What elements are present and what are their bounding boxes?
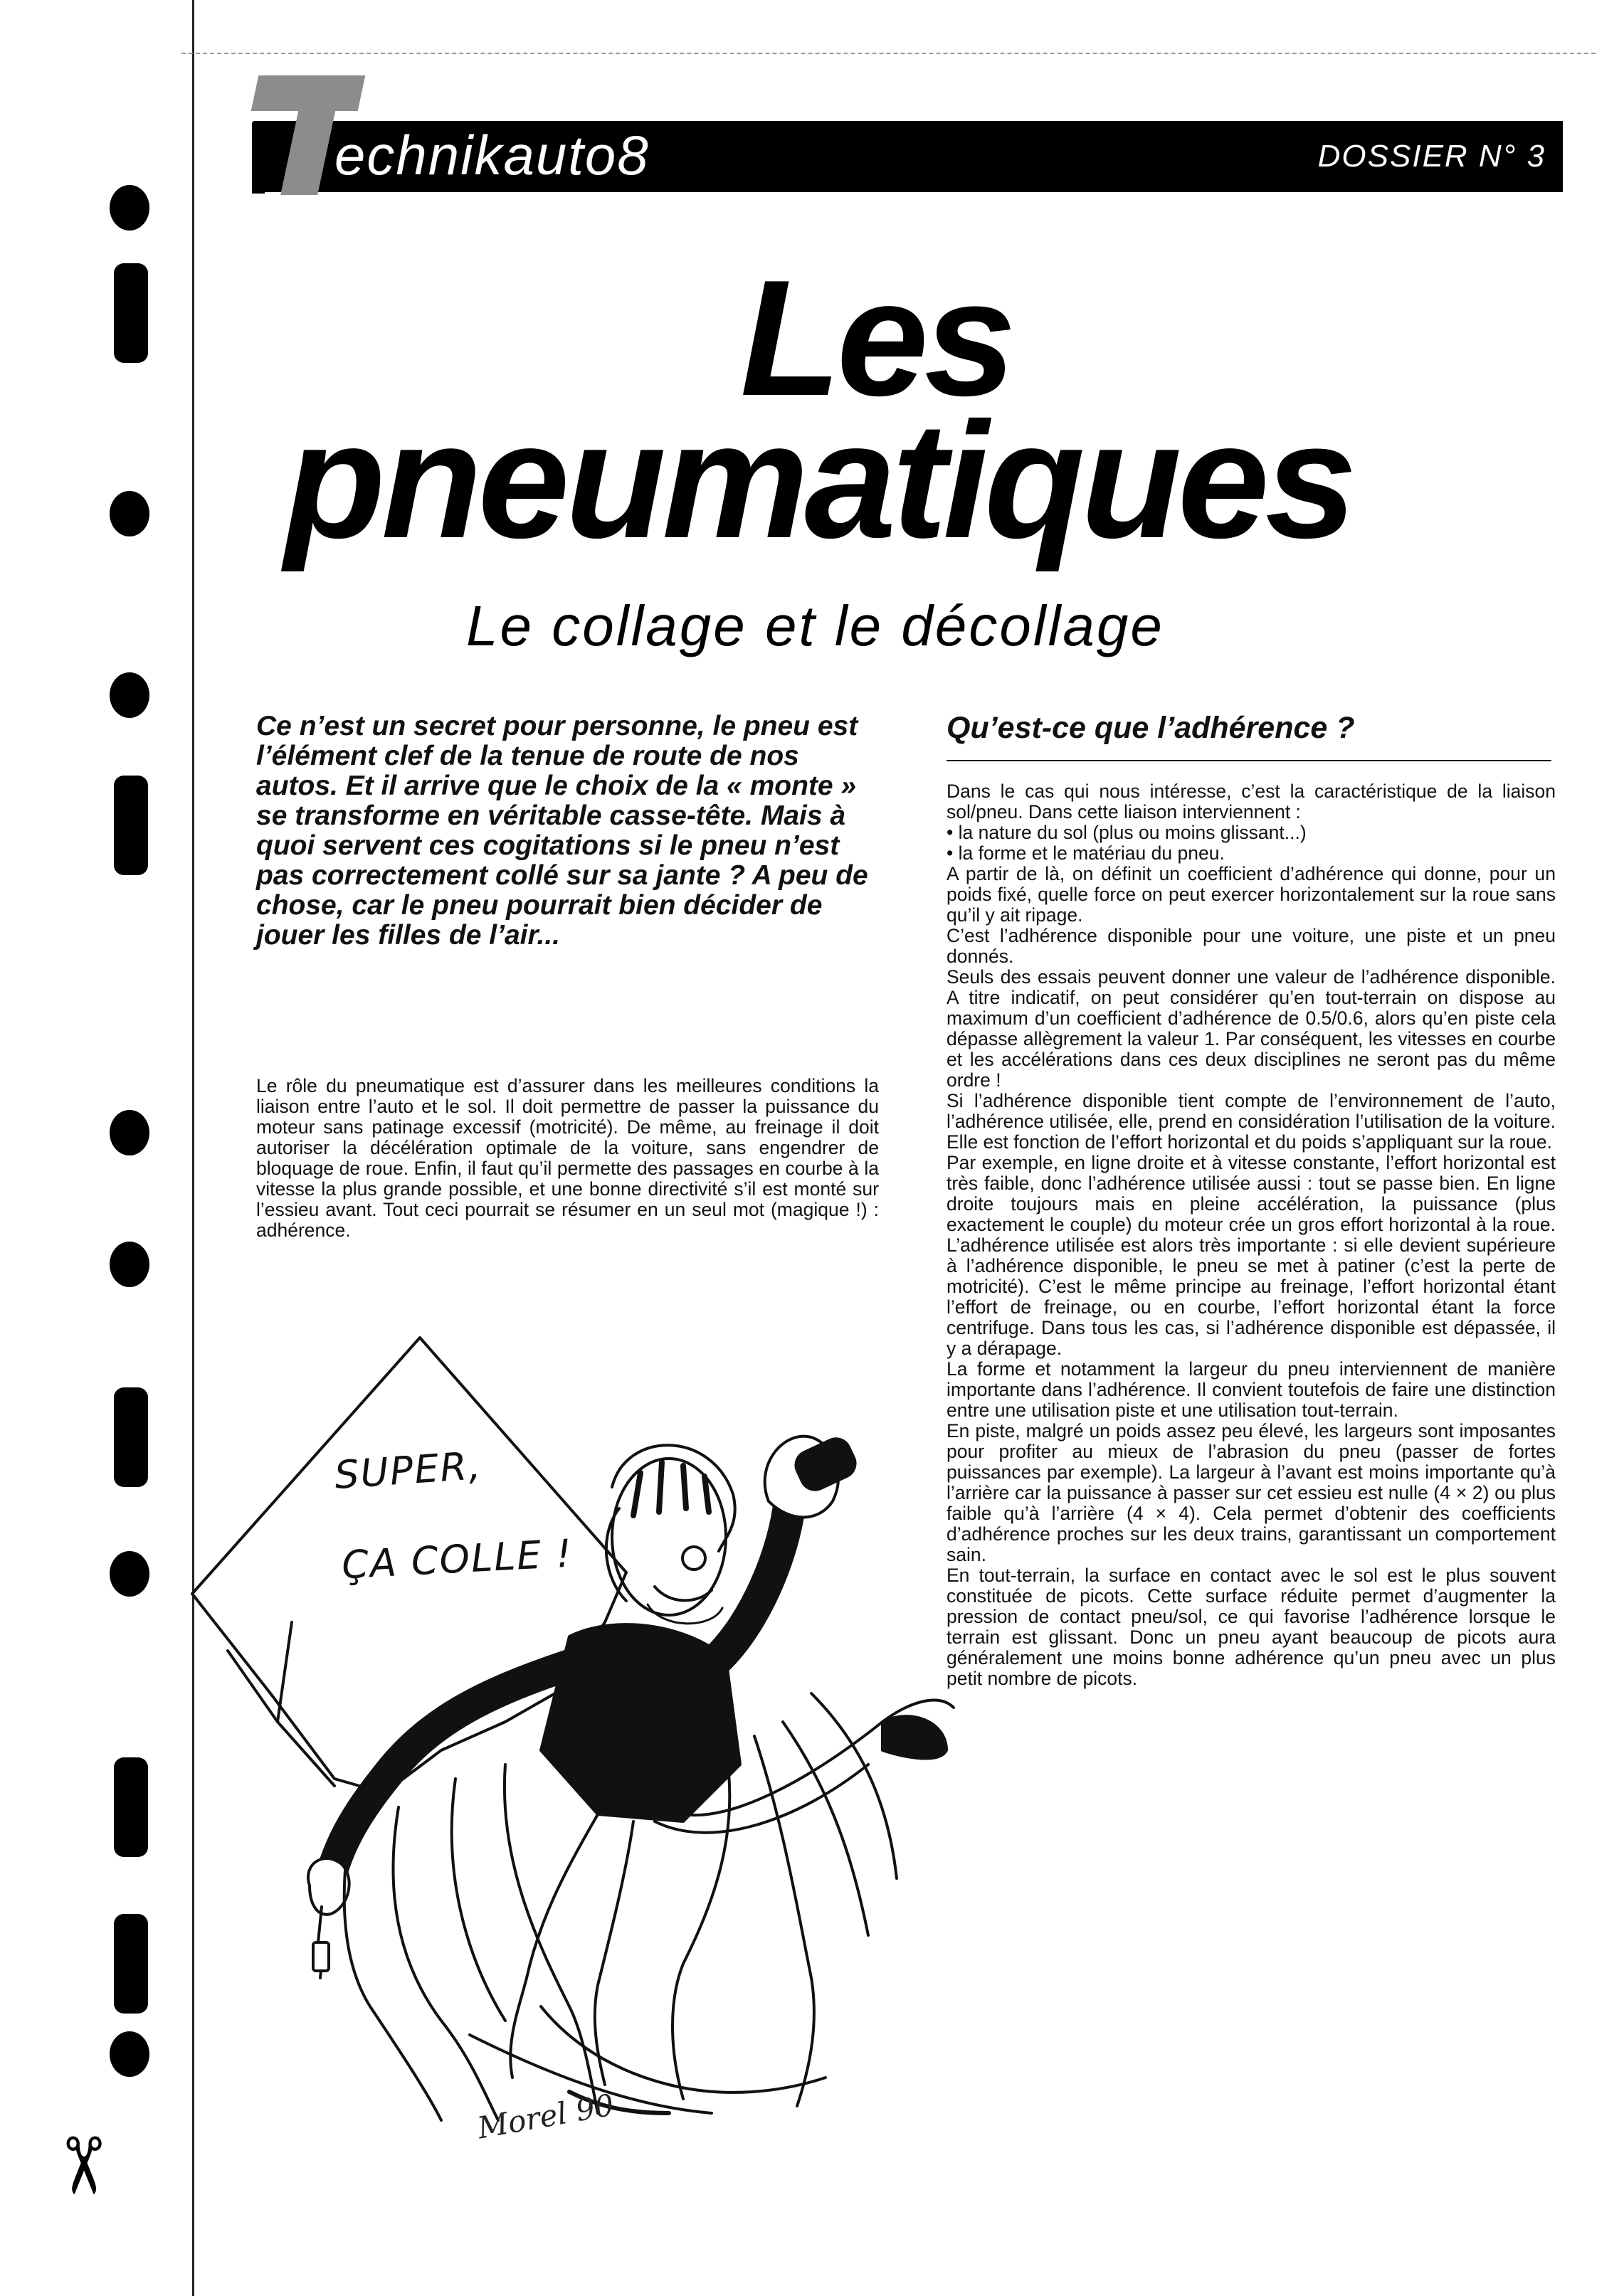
- punch-hole: [110, 491, 149, 536]
- punch-hole: [110, 1551, 149, 1597]
- body-paragraph: Si l’adhérence disponible tient compte de l’environnement de l’auto, l’adhérence utilisée, elle, prend en considération l’utilisation de la voiture. Elle est fonction de l’effort horizontal et du poids s’appliquant sur la roue.: [947, 1090, 1556, 1153]
- body-paragraph: Seuls des essais peuvent donner une valeur de l’adhérence disponible. A titre indicatif, on peut considérer qu’en tout-terrain on dispose au maximum d’un coefficient d’adhérence de 0.5/0.6, alors qu’en piste cela dépasse allègrement la valeur 1. Par conséquent, les vitesses en courbe et les accélérations dans ces deux disciplines ne seront pas du même ordre !: [947, 966, 1556, 1091]
- intro-paragraph: Ce n’est un secret pour personne, le pneu est l’élément clef de la tenue de route de nos autos. Et il arrive que le choix de la « monte » se transforme en véritable casse-tête. Mais à quoi servent ces cogitations si le pneu n’est pas correctement collé sur sa jante ? A peu de chose, car le pneu pourrait bien décider de jouer les filles de l’air...: [256, 711, 868, 951]
- binder-margin: [0, 0, 194, 2296]
- artist-signature: Morel 90: [475, 2087, 617, 2146]
- page-title-line2: pneumatiques: [285, 388, 1353, 573]
- punch-slot: [114, 1757, 148, 1857]
- body-paragraph: En tout-terrain, la surface en contact avec le sol est le plus souvent constituée de picots. Cette surface réduite permet d’augmenter la pression de contact pneu/sol, ce qui favorise l’adhérence lorsque le terrain est glissant. Donc un pneu ayant beaucoup de picots aura généralement une moins bonne adhérence qu’un pneu avec un plus petit nombre de picots.: [947, 1565, 1556, 1689]
- punch-slot: [114, 1387, 148, 1487]
- punch-slot: [114, 1914, 148, 2014]
- lead-paragraph: Le rôle du pneumatique est d’assurer dans les meilleures conditions la liaison entre l’auto et le sol. Il doit permettre de passer la puissance du moteur sans patinage excessif (motricité). De même, au freinage il doit autoriser la décélération optimale de la voiture, sans engendrer de bloquage de roue. Enfin, il faut qu’il permette des passages en courbe à la vitesse la plus grande possible, et une bonne directivité s’il est monté sur l’essieu avant. Tout ceci pourrait se résumer en un seul mot (magique !) : adhérence.: [256, 1075, 879, 1241]
- punch-hole: [110, 1242, 149, 1287]
- punch-slot: [114, 776, 148, 875]
- punch-hole: [110, 1110, 149, 1155]
- page-subtitle: Le collage et le décollage: [466, 594, 1164, 657]
- body-paragraph: La forme et notamment la largeur du pneu interviennent de manière importante dans l’adhérence. Il convient toutefois de faire une distinction entre une utilisation piste et une utilisation tout-terrain.: [947, 1358, 1556, 1421]
- body-paragraph: Par exemple, en ligne droite et à vitesse constante, l’effort horizontal est très faible, donc l’adhérence utilisée aussi : tout se passe bien. En ligne droite toujours mais en pleine accélération, la puissance (plus exactement le couple) du moteur crée un gros effort horizontal à la roue. L’adhérence utilisée est alors très importante : si elle devient supérieure à l’adhérence disponible, le pneu se met à patiner (c’est la perte de motricité). C’est le même principe au freinage, l’effort horizontal étant l’effort de freinage, ou en courbe, l’effort horizontal étant la force centrifuge. Dans tous les cas, si l’adhérence disponible est dépassée, il y a dérapage.: [947, 1152, 1556, 1359]
- punch-hole: [110, 672, 149, 718]
- page-title-line1: Les: [740, 246, 1012, 430]
- punch-hole: [110, 2031, 149, 2077]
- brand-name: echnikauto8: [334, 124, 650, 186]
- body-paragraph: Dans le cas qui nous intéresse, c’est la caractéristique de la liaison sol/pneu. Dans cette liaison interviennent :: [947, 781, 1556, 822]
- scissors-icon: ✂: [37, 2132, 129, 2199]
- body-paragraph: A partir de là, on définit un coefficient d’adhérence qui donne, pour un poids fixé, quelle force on peut exercer horizontalement sur la roue sans qu’il y ait ripage.: [947, 863, 1556, 926]
- body-paragraph: En piste, malgré un poids assez peu élevé, les largeurs sont imposantes pour profiter au mieux de l’abrasion du pneu (passer de fortes puissances par exemple). La largeur à l’avant est moins importante qu’à l’arrière car la puissance à passer sur cet essieu est nulle (4 × 2) ou plus faible qu’à l’arrière (4 × 4). Cela permet d’obtenir des coefficients d’adhérence proches sur les deux trains, garantissant un comportement sain.: [947, 1420, 1556, 1565]
- section-rule: [947, 760, 1551, 761]
- speech-text-line2: ÇA COLLE !: [340, 1530, 574, 1588]
- dossier-number: DOSSIER N° 3: [1317, 139, 1546, 174]
- section-title: Qu’est-ce que l’adhérence ?: [947, 711, 1355, 745]
- section-body: [947, 781, 1556, 1689]
- cartoon-illustration: [171, 1323, 968, 2163]
- body-paragraph: C’est l’adhérence disponible pour une voiture, une piste et un pneu donnés.: [947, 925, 1556, 967]
- punch-hole: [110, 185, 149, 231]
- body-bullet: • la forme et le matériau du pneu.: [947, 842, 1225, 864]
- speech-text-line1: SUPER,: [333, 1442, 484, 1498]
- punch-slot: [114, 263, 148, 363]
- body-bullet: • la nature du sol (plus ou moins glissant...): [947, 822, 1307, 843]
- top-cut-line: [181, 53, 1596, 54]
